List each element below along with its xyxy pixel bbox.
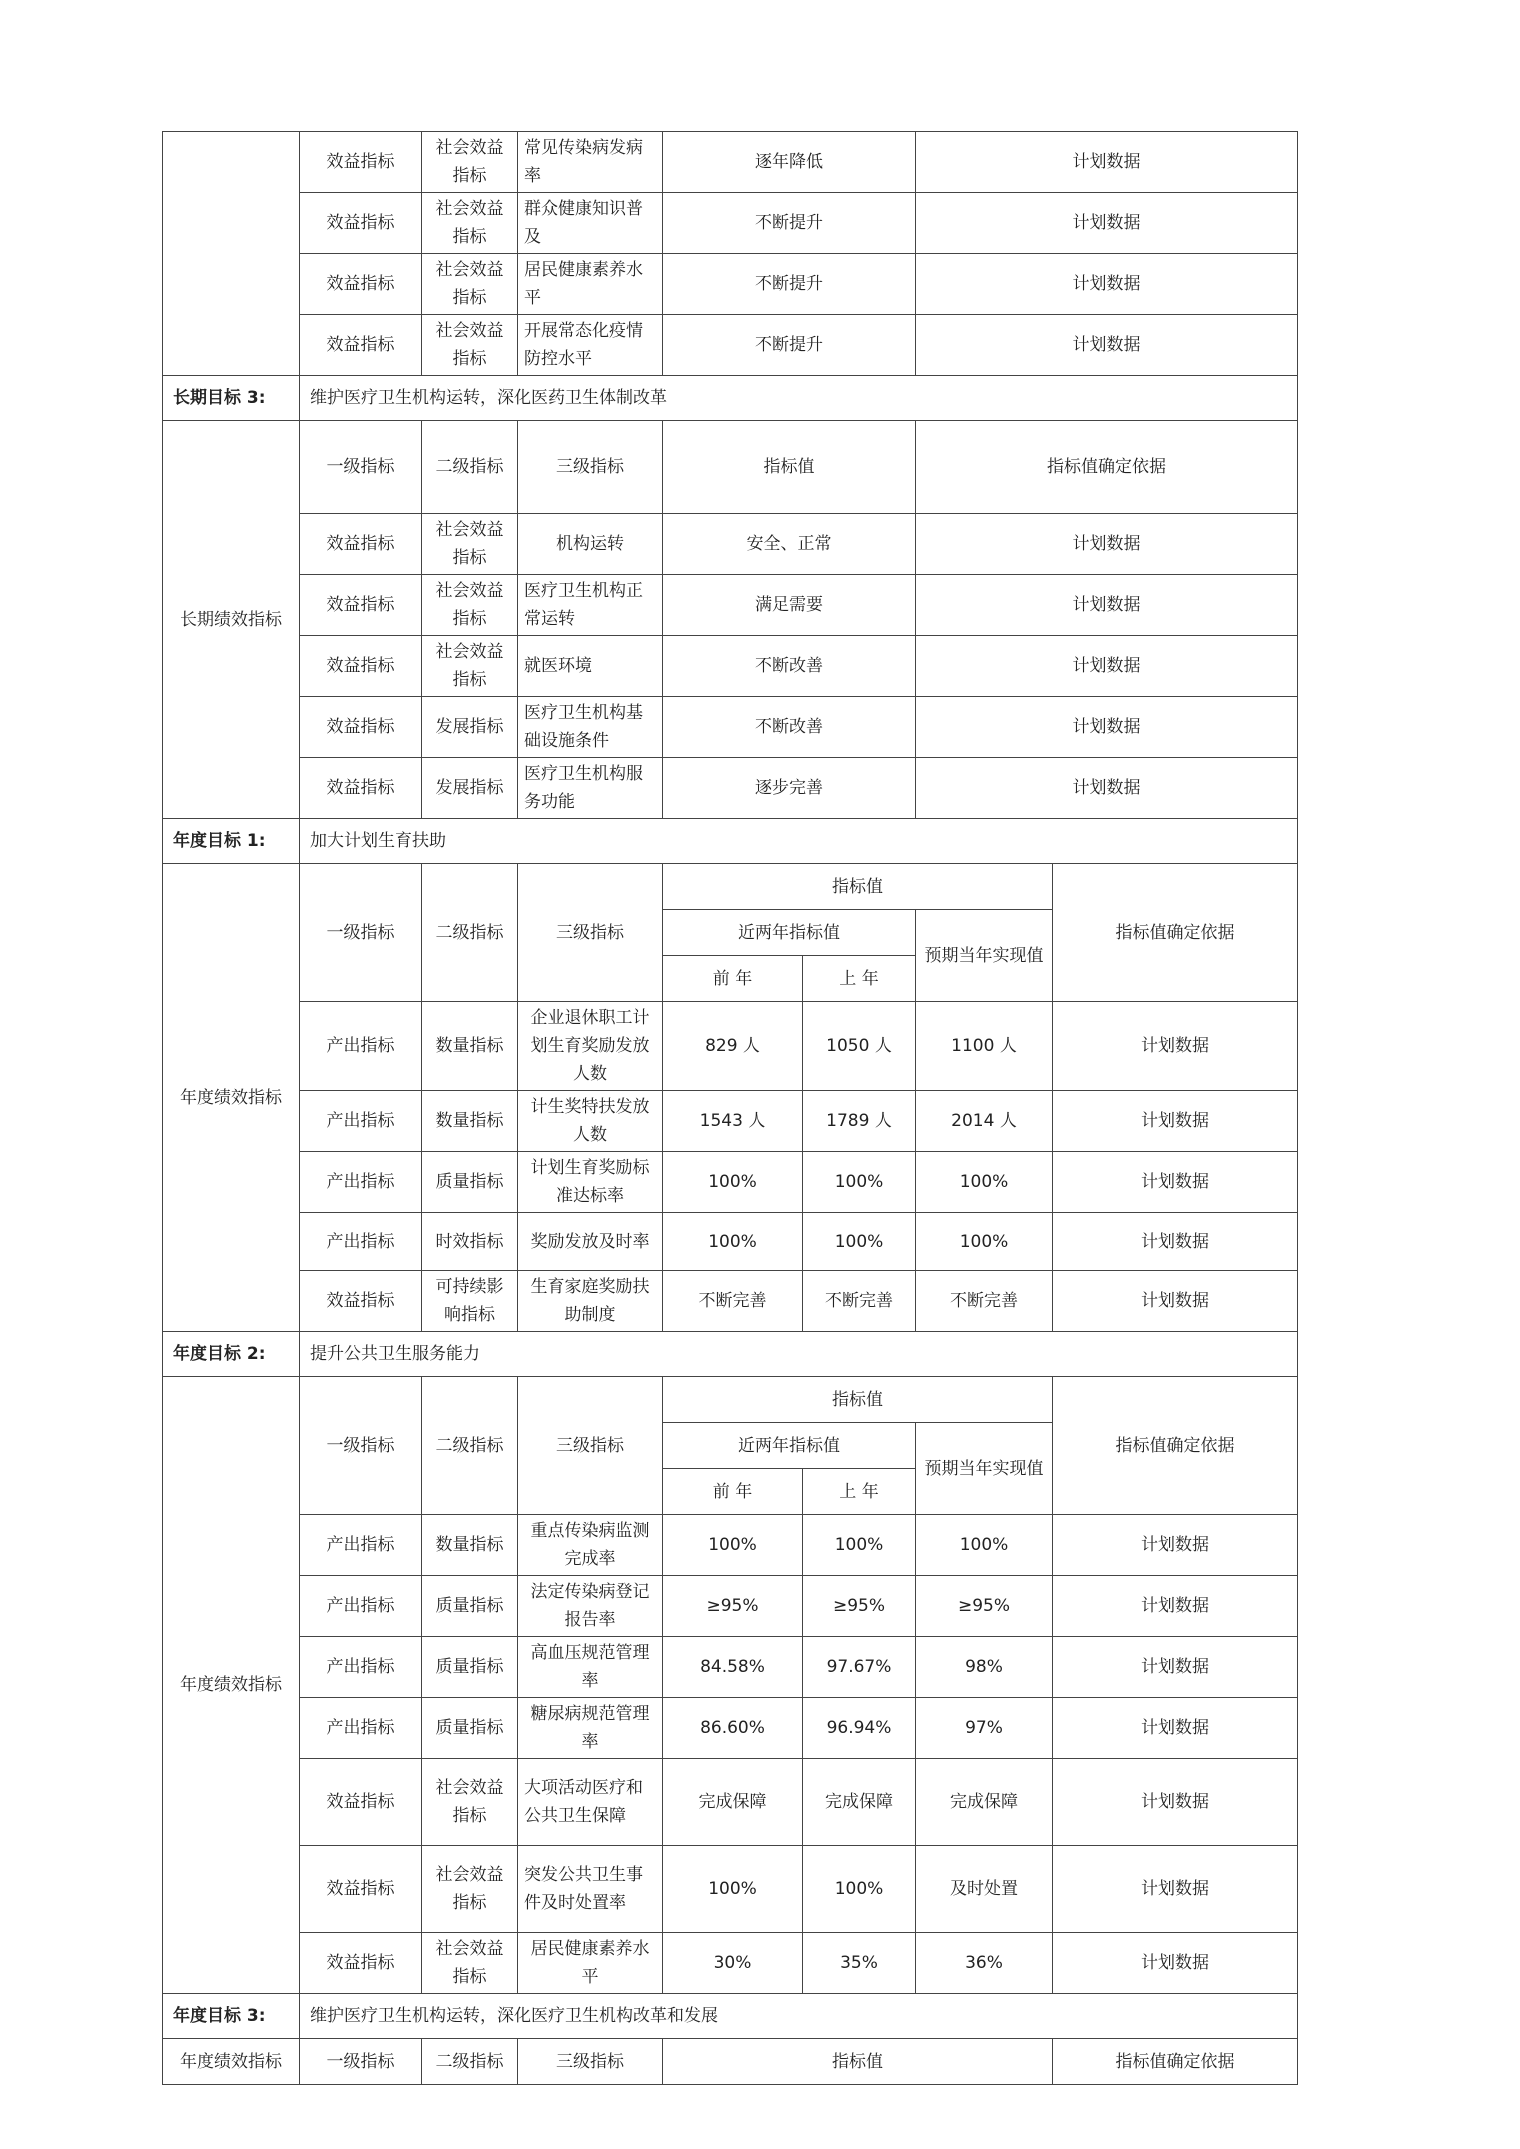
table-row: 效益指标 社会效益指标 群众健康知识普及 不断提升 计划数据 [163,193,1298,254]
table-row: 产出指标 质量指标 计划生育奖励标准达标率 100% 100% 100% 计划数据 [163,1152,1298,1213]
goal-label: 年度目标 2: [163,1332,300,1377]
goal-text: 提升公共卫生服务能力 [300,1332,1298,1377]
table-row: 效益指标 发展指标 医疗卫生机构基础设施条件 不断改善 计划数据 [163,697,1298,758]
header-row: 长期绩效指标 一级指标 二级指标 三级指标 指标值 指标值确定依据 [163,421,1298,514]
table-row: 效益指标 发展指标 医疗卫生机构服务功能 逐步完善 计划数据 [163,758,1298,819]
section-label: 年度绩效指标 [163,2039,300,2085]
header-row: 年度绩效指标 一级指标 二级指标 三级指标 指标值 指标值确定依据 [163,864,1298,910]
goal-label: 年度目标 1: [163,819,300,864]
goal-text: 加大计划生育扶助 [300,819,1298,864]
table-row: 产出指标 质量指标 糖尿病规范管理率 86.60% 96.94% 97% 计划数据 [163,1698,1298,1759]
table-row: 产出指标 质量指标 高血压规范管理率 84.58% 97.67% 98% 计划数据 [163,1637,1298,1698]
table-row: 效益指标 社会效益指标 居民健康素养水平 30% 35% 36% 计划数据 [163,1933,1298,1994]
section-label: 长期绩效指标 [163,421,300,819]
goal-text: 维护医疗卫生机构运转，深化医药卫生体制改革 [300,376,1298,421]
table-row: 效益指标 社会效益指标 居民健康素养水平 不断提升 计划数据 [163,254,1298,315]
goal-text: 维护医疗卫生机构运转，深化医疗卫生机构改革和发展 [300,1994,1298,2039]
table-row: 效益指标 社会效益指标 机构运转 安全、正常 计划数据 [163,514,1298,575]
table-row: 效益指标 社会效益指标 突发公共卫生事件及时处置率 100% 100% 及时处置 计划数据 [163,1846,1298,1933]
goal-row [163,1994,1298,2039]
table-row: 产出指标 数量指标 重点传染病监测完成率 100% 100% 100% 计划数据 [163,1515,1298,1576]
header-row: 前 年 上 年 [163,956,1298,1002]
section-label: 年度绩效指标 [163,1377,300,1994]
table-row: 产出指标 数量指标 企业退休职工计划生育奖励发放人数 829 人 1050 人 1100 人 计划数据 [163,1002,1298,1091]
table-row: 产出指标 时效指标 奖励发放及时率 100% 100% 100% 计划数据 [163,1213,1298,1271]
section-label: 年度绩效指标 [163,864,300,1332]
table-row: 效益指标 可持续影响指标 生育家庭奖励扶助制度 不断完善 不断完善 不断完善 计划数据 [163,1271,1298,1332]
table-row: 效益指标 社会效益指标 就医环境 不断改善 计划数据 [163,636,1298,697]
table-row: 效益指标 社会效益指标 常见传染病发病率 逐年降低 计划数据 [163,132,1298,193]
table-row: 产出指标 数量指标 计生奖特扶发放人数 1543 人 1789 人 2014 人 计划数据 [163,1091,1298,1152]
table-row: 效益指标 社会效益指标 医疗卫生机构正常运转 满足需要 计划数据 [163,575,1298,636]
header-row: 年度绩效指标 一级指标 二级指标 三级指标 指标值 指标值确定依据 [163,1377,1298,1423]
table-row: 效益指标 社会效益指标 开展常态化疫情防控水平 不断提升 计划数据 [163,315,1298,376]
goal-label: 年度目标 3: [163,1994,300,2039]
header-row: 前 年 上 年 [163,1469,1298,1515]
goal-row [163,1332,1298,1377]
header-row: 近两年指标值 预期当年实现值 [163,1423,1298,1469]
table-row: 产出指标 质量指标 法定传染病登记报告率 ≥95% ≥95% ≥95% 计划数据 [163,1576,1298,1637]
goal-label: 长期目标 3: [163,376,300,421]
section-label-cell [163,132,300,376]
table-row: 效益指标 社会效益指标 大项活动医疗和公共卫生保障 完成保障 完成保障 完成保障 计划数据 [163,1759,1298,1846]
goal-row [163,819,1298,864]
header-row: 年度绩效指标 一级指标 二级指标 三级指标 指标值 指标值确定依据 [163,2039,1298,2085]
header-row: 近两年指标值 预期当年实现值 [163,910,1298,956]
goal-row [163,376,1298,421]
performance-table [162,131,1298,2085]
